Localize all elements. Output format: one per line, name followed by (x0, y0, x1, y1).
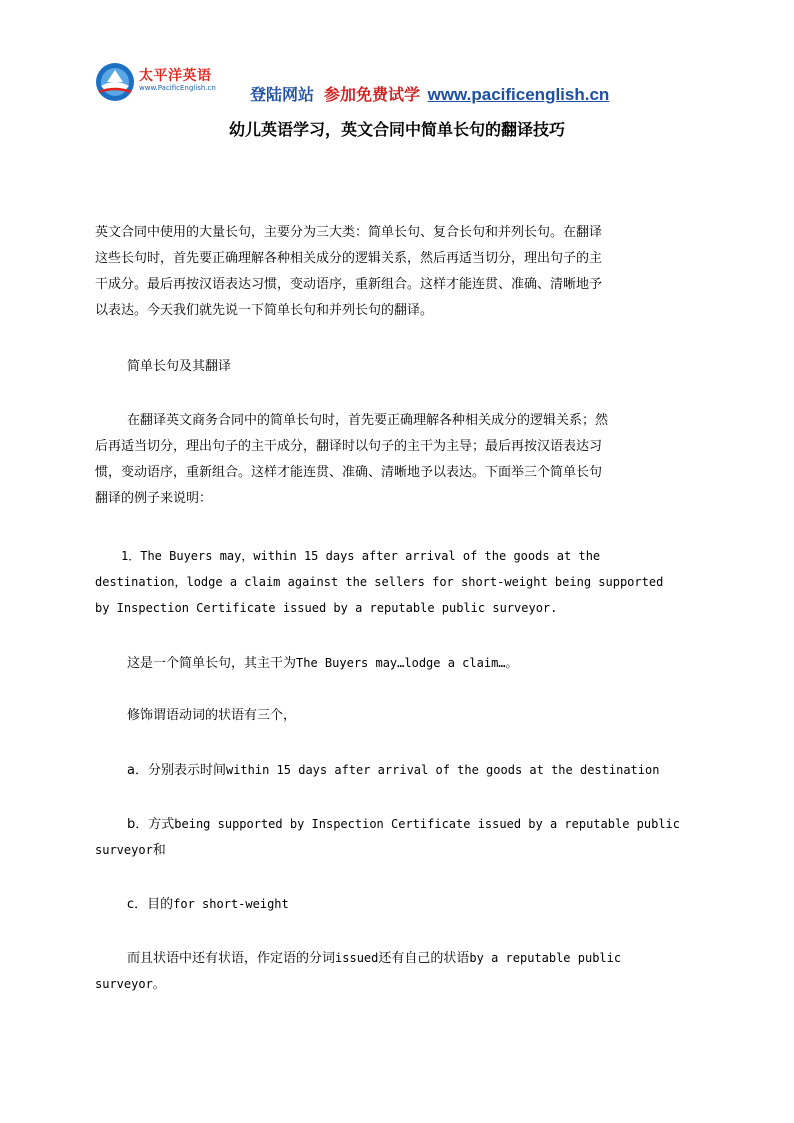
analysis-line (95, 650, 695, 676)
logo-url: www.PacificEnglish.cn (139, 84, 216, 92)
item-a-label: a．分别表示时间 (127, 763, 226, 778)
adverbials-line: 修饰谓语动词的状语有三个， (127, 708, 297, 723)
globe-ship-logo-icon (95, 62, 135, 102)
free-trial-text: 参加免费试学 (324, 85, 421, 104)
final-line-2: surveyor。 (95, 977, 165, 991)
method-line: 在翻译英文商务合同中的简单长句时，首先要正确理解各种相关成分的逻辑关系；然 (127, 413, 609, 428)
item-a-english: within 15 days after arrival of the goods at the destination (225, 763, 660, 777)
item-b-english-2: surveyor (95, 843, 153, 857)
section-heading-paragraph (95, 354, 695, 380)
example-1-paragraph (95, 543, 695, 621)
intro-line: 以表达。今天我们就先说一下简单长句和并列长句的翻译。 (95, 303, 434, 318)
example-line: destination，lodge a claim against the sellers for short-weight being supported (95, 575, 664, 589)
section-heading: 简单长句及其翻译 (127, 359, 232, 374)
analysis-paragraph (95, 650, 695, 676)
intro-line: 英文合同中使用的大量长句，主要分为三大类：简单长句、复合长句和并列长句。在翻译 (95, 225, 603, 240)
header-slogan (250, 82, 609, 105)
method-line: 翻译的例子来说明： (95, 491, 213, 506)
item-b-conjunction: 和 (152, 843, 166, 858)
final-text-1: 而且状语中还有状语，作定语的分词 (127, 951, 336, 966)
item-c-paragraph (95, 891, 695, 917)
final-paragraph (95, 945, 695, 997)
final-line (95, 945, 695, 971)
example-line: by Inspection Certificate issued by a reputable public surveyor. (95, 601, 558, 615)
method-line: 惯，变动语序，重新组合。这样才能连贯、准确、清晰地予以表达。下面举三个简单长句 (95, 465, 603, 480)
item-a-line (95, 757, 695, 783)
item-a-paragraph (95, 757, 695, 783)
intro-line: 这些长句时，首先要正确理解各种相关成分的逻辑关系，然后再适当切分，理出句子的主 (95, 251, 603, 266)
login-site-text: 登陆网站 (250, 85, 315, 104)
document-title: 幼儿英语学习，英文合同中简单长句的翻译技巧 (228, 120, 565, 139)
final-english-2: by a reputable public (469, 951, 622, 965)
item-b-line (95, 811, 695, 837)
item-b-english: being supported by Inspection Certificate issued by a reputable public (174, 817, 680, 831)
logo-name: 太平洋英语 (139, 68, 212, 84)
analysis-prefix: 这是一个简单长句，其主干为 (127, 656, 297, 671)
intro-paragraph (95, 220, 695, 324)
adverbials-paragraph (95, 703, 695, 729)
website-link[interactable]: www.pacificenglish.cn (427, 85, 610, 104)
page-header (95, 58, 655, 108)
final-text-2: 还有自己的状语 (378, 951, 470, 966)
item-b-line-2 (95, 837, 695, 863)
method-line: 后再适当切分，理出句子的主干成分，翻译时以句子的主干为主导；最后再按汉语表达习 (95, 439, 603, 454)
item-c-line (95, 891, 695, 917)
item-c-english: for short-weight (173, 897, 289, 911)
item-c-label: c．目的 (127, 897, 174, 912)
item-b-paragraph (95, 811, 695, 863)
intro-line: 干成分。最后再按汉语表达习惯，变动语序，重新组合。这样才能连贯、准确、清晰地予 (95, 277, 603, 292)
method-paragraph (95, 408, 695, 512)
pacific-english-logo[interactable] (95, 58, 235, 108)
item-b-label: b．方式 (127, 817, 175, 832)
final-english-1: issued (335, 951, 379, 965)
example-line: 1．The Buyers may，within 15 days after arrival of the goods at the (121, 549, 601, 563)
analysis-english: The Buyers may…lodge a claim…。 (296, 656, 518, 670)
